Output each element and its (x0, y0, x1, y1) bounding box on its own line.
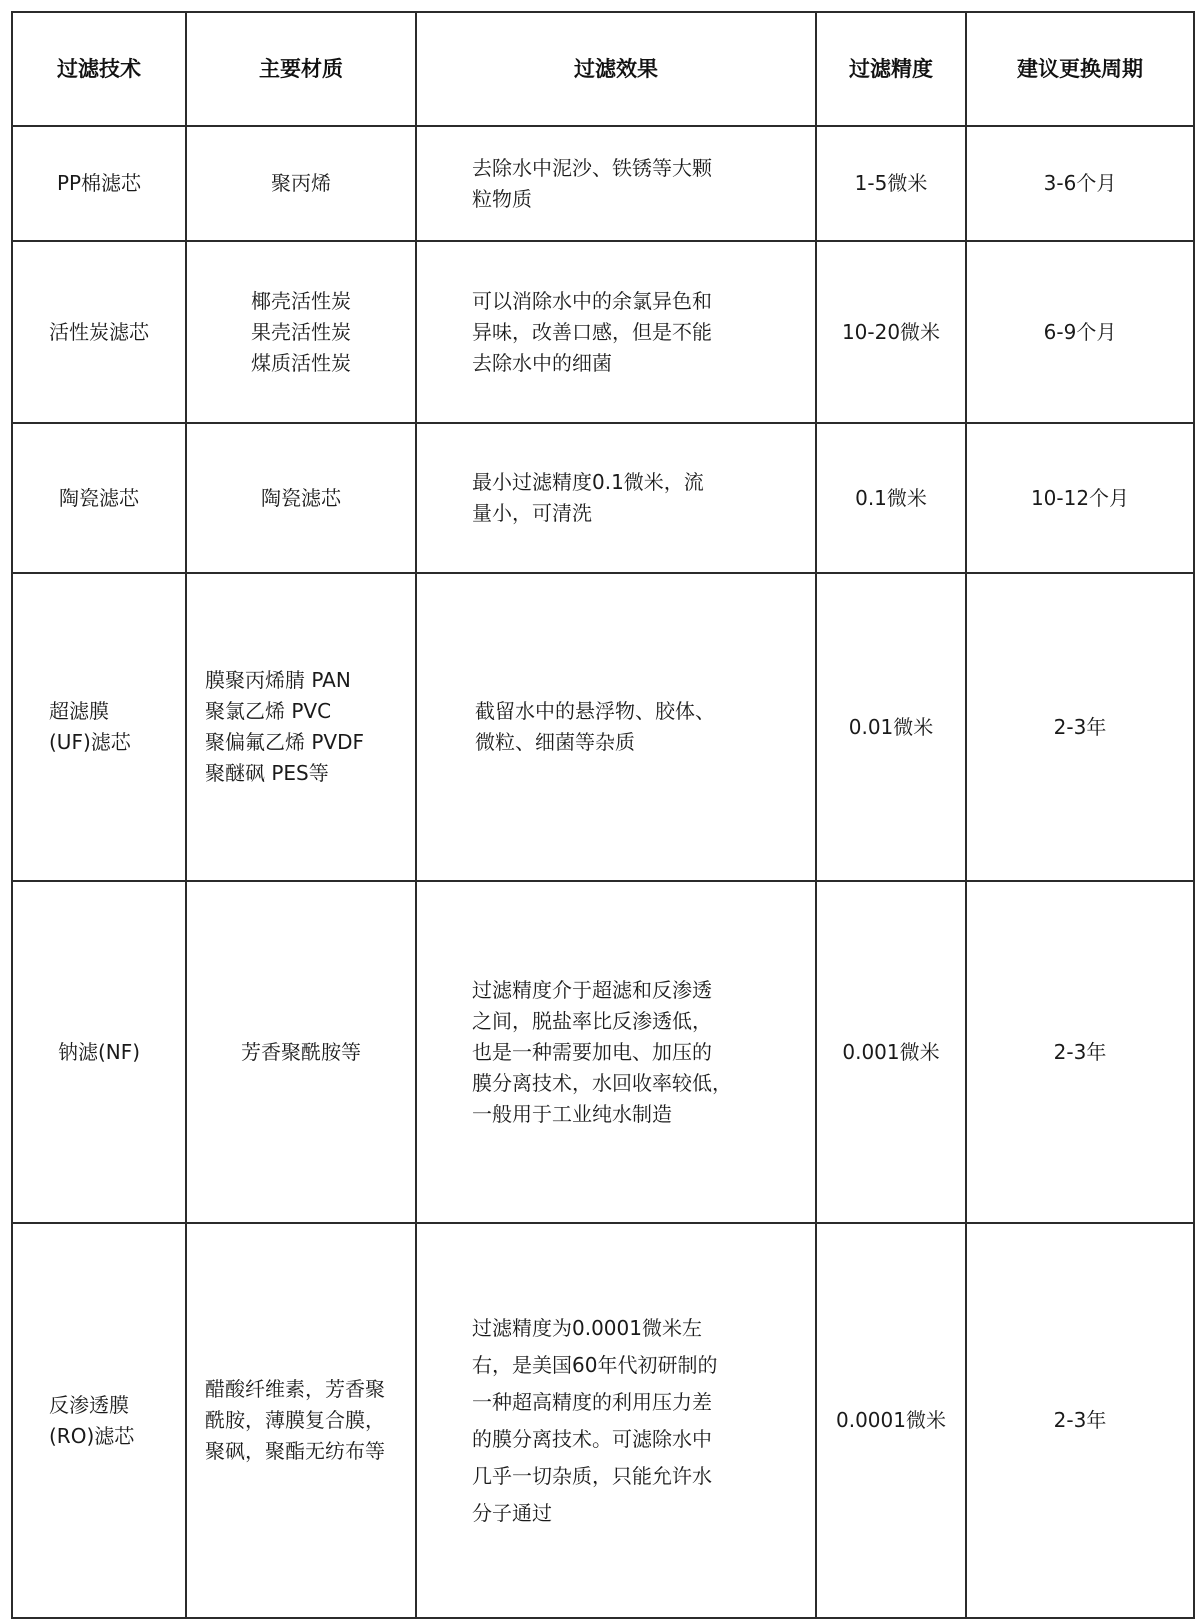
materials-cell (186, 241, 416, 423)
precision-cell: 0.1微米 (816, 423, 966, 573)
effect-cell (416, 881, 816, 1223)
material-item: 酰胺，薄膜复合膜， (205, 1408, 385, 1432)
technology-name: (UF)滤芯 (49, 730, 131, 754)
technology-name: (RO)滤芯 (49, 1423, 135, 1448)
effect-line: 也是一种需要加电、加压的 (472, 1039, 712, 1064)
header-materials: 主要材质 (186, 12, 416, 126)
technology-name: 反渗透膜 (49, 1392, 129, 1417)
effect-line: 过滤精度介于超滤和反渗透 (472, 977, 712, 1002)
header-row (12, 12, 1194, 126)
filter-comparison-table (11, 11, 1195, 1619)
effect-line: 分子通过 (472, 1500, 552, 1525)
technology-cell (12, 126, 186, 241)
replacement-cell: 2-3年 (966, 1223, 1194, 1618)
precision-cell: 0.0001微米 (816, 1223, 966, 1618)
effect-line: 几乎一切杂质，只能允许水 (472, 1463, 712, 1488)
effect-line: 可以消除水中的余氯异色和 (472, 288, 712, 313)
technology-name: PP棉滤芯 (56, 171, 142, 195)
material-item: 聚丙烯 (271, 171, 331, 195)
technology-name: 活性炭滤芯 (49, 319, 149, 344)
header-replacement-cycle: 建议更换周期 (966, 12, 1194, 126)
effect-cell (416, 126, 816, 241)
effect-line: 最小过滤精度0.1微米，流 (472, 470, 704, 494)
technology-cell (12, 573, 186, 881)
material-item: 膜聚丙烯腈 PAN (205, 668, 351, 692)
effect-line: 异味，改善口感，但是不能 (472, 319, 712, 344)
material-item: 醋酸纤维素，芳香聚 (205, 1377, 385, 1401)
effect-line: 量小，可清洗 (472, 501, 592, 525)
materials-cell (186, 1223, 416, 1618)
replacement-cell: 2-3年 (966, 881, 1194, 1223)
materials-cell (186, 881, 416, 1223)
effect-line: 粒物质 (472, 186, 532, 211)
material-item: 聚醚砜 PES等 (205, 761, 329, 785)
header-precision: 过滤精度 (816, 12, 966, 126)
material-item: 椰壳活性炭 (251, 288, 351, 313)
material-item: 聚砜，聚酯无纺布等 (205, 1439, 385, 1463)
table-row (12, 423, 1194, 573)
precision-cell: 0.001微米 (816, 881, 966, 1223)
precision-cell: 0.01微米 (816, 573, 966, 881)
materials-cell (186, 573, 416, 881)
material-item: 果壳活性炭 (251, 319, 351, 344)
effect-line: 去除水中泥沙、铁锈等大颗 (472, 155, 712, 180)
effect-line: 的膜分离技术。可滤除水中 (472, 1426, 712, 1451)
effect-line: 膜分离技术，水回收率较低， (472, 1070, 732, 1095)
effect-line: 一般用于工业纯水制造 (472, 1101, 672, 1126)
technology-name: 陶瓷滤芯 (59, 485, 139, 510)
technology-cell (12, 1223, 186, 1618)
table-row (12, 573, 1194, 881)
table-row (12, 241, 1194, 423)
effect-line: 右，是美国60年代初研制的 (472, 1352, 718, 1377)
material-item: 聚氯乙烯 PVC (205, 699, 332, 723)
materials-cell (186, 126, 416, 241)
technology-cell (12, 423, 186, 573)
material-item: 陶瓷滤芯 (261, 485, 341, 510)
precision-cell: 10-20微米 (816, 241, 966, 423)
effect-line: 截留水中的悬浮物、胶体、 (475, 699, 715, 723)
effect-line: 一种超高精度的利用压力差 (472, 1389, 712, 1414)
material-item: 聚偏氟乙烯 PVDF (205, 730, 365, 754)
table-row (12, 126, 1194, 241)
technology-cell (12, 241, 186, 423)
header-technology: 过滤技术 (12, 12, 186, 126)
effect-cell (416, 573, 816, 881)
replacement-cell: 6-9个月 (966, 241, 1194, 423)
technology-name: 钠滤(NF) (57, 1039, 141, 1064)
materials-cell (186, 423, 416, 573)
replacement-cell: 10-12个月 (966, 423, 1194, 573)
material-item: 煤质活性炭 (251, 350, 351, 375)
technology-name: 超滤膜 (49, 699, 109, 723)
header-effect: 过滤效果 (416, 12, 816, 126)
technology-cell (12, 881, 186, 1223)
effect-cell (416, 423, 816, 573)
effect-line: 微粒、细菌等杂质 (475, 730, 635, 754)
effect-line: 过滤精度为0.0001微米左 (472, 1315, 702, 1340)
replacement-cell: 3-6个月 (966, 126, 1194, 241)
precision-cell: 1-5微米 (816, 126, 966, 241)
table-row (12, 881, 1194, 1223)
effect-line: 去除水中的细菌 (472, 350, 612, 375)
effect-cell (416, 1223, 816, 1618)
effect-line: 之间，脱盐率比反渗透低， (472, 1008, 712, 1033)
material-item: 芳香聚酰胺等 (241, 1039, 361, 1064)
table-row (12, 1223, 1194, 1618)
replacement-cell: 2-3年 (966, 573, 1194, 881)
effect-cell (416, 241, 816, 423)
